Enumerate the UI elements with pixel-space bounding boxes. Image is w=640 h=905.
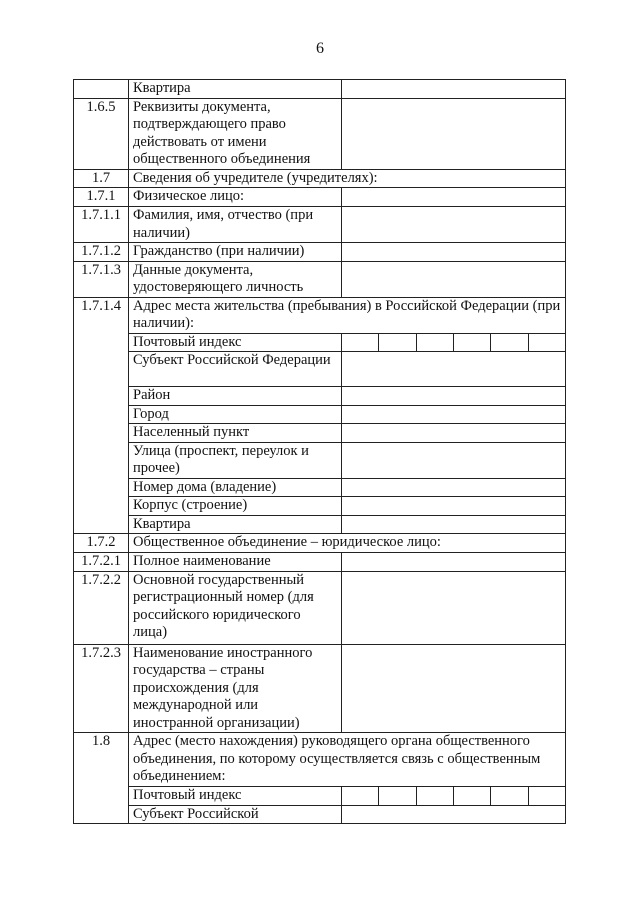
table-row	[74, 534, 566, 553]
item-number: 1.7	[74, 169, 129, 188]
table-row	[74, 207, 566, 243]
field-label: Субъект Российской	[129, 805, 342, 824]
item-number: 1.6.5	[74, 98, 129, 169]
field-label: Корпус (строение)	[129, 497, 342, 516]
table-row	[74, 98, 566, 169]
table-row	[74, 297, 566, 333]
value-cell[interactable]	[342, 805, 566, 824]
value-cell[interactable]	[342, 387, 566, 406]
field-label: Населенный пункт	[129, 424, 342, 443]
table-row	[74, 405, 566, 424]
table-row	[74, 352, 566, 387]
table-row	[74, 805, 566, 824]
table-row	[74, 571, 566, 644]
field-label: Квартира	[129, 515, 342, 534]
value-cell[interactable]	[342, 424, 566, 443]
field-label: Почтовый индекс	[129, 787, 342, 806]
table-row	[74, 80, 566, 99]
field-label: Улица (проспект, переулок и прочее)	[129, 442, 342, 478]
item-number: 1.7.1.4	[74, 297, 129, 534]
field-label: Данные документа, удостоверяющего личность	[129, 261, 342, 297]
table-row	[74, 442, 566, 478]
value-cell[interactable]	[342, 261, 566, 297]
section-label: Адрес (место нахождения) руководящего органа общественного объединения, по которому осуществляется связь с общественным объединением:	[129, 733, 566, 787]
value-cell[interactable]	[342, 405, 566, 424]
table-row	[74, 424, 566, 443]
postal-code-cells[interactable]	[342, 787, 566, 806]
field-label: Почтовый индекс	[129, 333, 342, 352]
field-label: Наименование иностранного государства – страны происхождения (для международной или иностранной организации)	[129, 644, 342, 733]
item-number: 1.7.2	[74, 534, 129, 553]
page-number: 6	[316, 40, 324, 57]
table-row	[74, 188, 566, 207]
value-cell[interactable]	[342, 98, 566, 169]
table-row	[74, 478, 566, 497]
item-number: 1.7.2.3	[74, 644, 129, 733]
value-cell[interactable]	[342, 644, 566, 733]
item-number: 1.7.2.1	[74, 553, 129, 572]
form-table	[73, 79, 566, 824]
item-number: 1.7.1.3	[74, 261, 129, 297]
field-label: Город	[129, 405, 342, 424]
table-row	[74, 733, 566, 787]
field-label: Квартира	[129, 80, 342, 99]
section-label: Сведения об учредителе (учредителях):	[129, 169, 566, 188]
table-row	[74, 169, 566, 188]
field-label: Номер дома (владение)	[129, 478, 342, 497]
section-label: Общественное объединение – юридическое лицо:	[129, 534, 566, 553]
value-cell[interactable]	[342, 571, 566, 644]
item-number: 1.7.2.2	[74, 571, 129, 644]
field-label: Реквизиты документа, подтверждающего право действовать от имени общественного объединения	[129, 98, 342, 169]
postal-code-cells[interactable]	[342, 333, 566, 352]
table-row	[74, 553, 566, 572]
value-cell[interactable]	[342, 497, 566, 516]
table-row	[74, 243, 566, 262]
item-number: 1.7.1.1	[74, 207, 129, 243]
value-cell[interactable]	[342, 553, 566, 572]
table-row	[74, 497, 566, 516]
table-row	[74, 515, 566, 534]
value-cell[interactable]	[342, 80, 566, 99]
item-number: 1.8	[74, 733, 129, 824]
field-label: Фамилия, имя, отчество (при наличии)	[129, 207, 342, 243]
item-number: 1.7.1.2	[74, 243, 129, 262]
table-row	[74, 261, 566, 297]
value-cell[interactable]	[342, 243, 566, 262]
table-row	[74, 333, 566, 352]
table-row	[74, 387, 566, 406]
section-label: Адрес места жительства (пребывания) в Российской Федерации (при наличии):	[129, 297, 566, 333]
item-number	[74, 80, 129, 99]
value-cell[interactable]	[342, 442, 566, 478]
value-cell[interactable]	[342, 515, 566, 534]
field-label: Основной государственный регистрационный номер (для российского юридического лица)	[129, 571, 342, 644]
field-label: Полное наименование	[129, 553, 342, 572]
field-label: Физическое лицо:	[129, 188, 342, 207]
item-number: 1.7.1	[74, 188, 129, 207]
value-cell[interactable]	[342, 352, 566, 387]
table-row	[74, 644, 566, 733]
field-label: Гражданство (при наличии)	[129, 243, 342, 262]
value-cell[interactable]	[342, 188, 566, 207]
value-cell[interactable]	[342, 207, 566, 243]
value-cell[interactable]	[342, 478, 566, 497]
field-label: Субъект Российской Федерации	[129, 352, 342, 387]
field-label: Район	[129, 387, 342, 406]
table-row	[74, 787, 566, 806]
